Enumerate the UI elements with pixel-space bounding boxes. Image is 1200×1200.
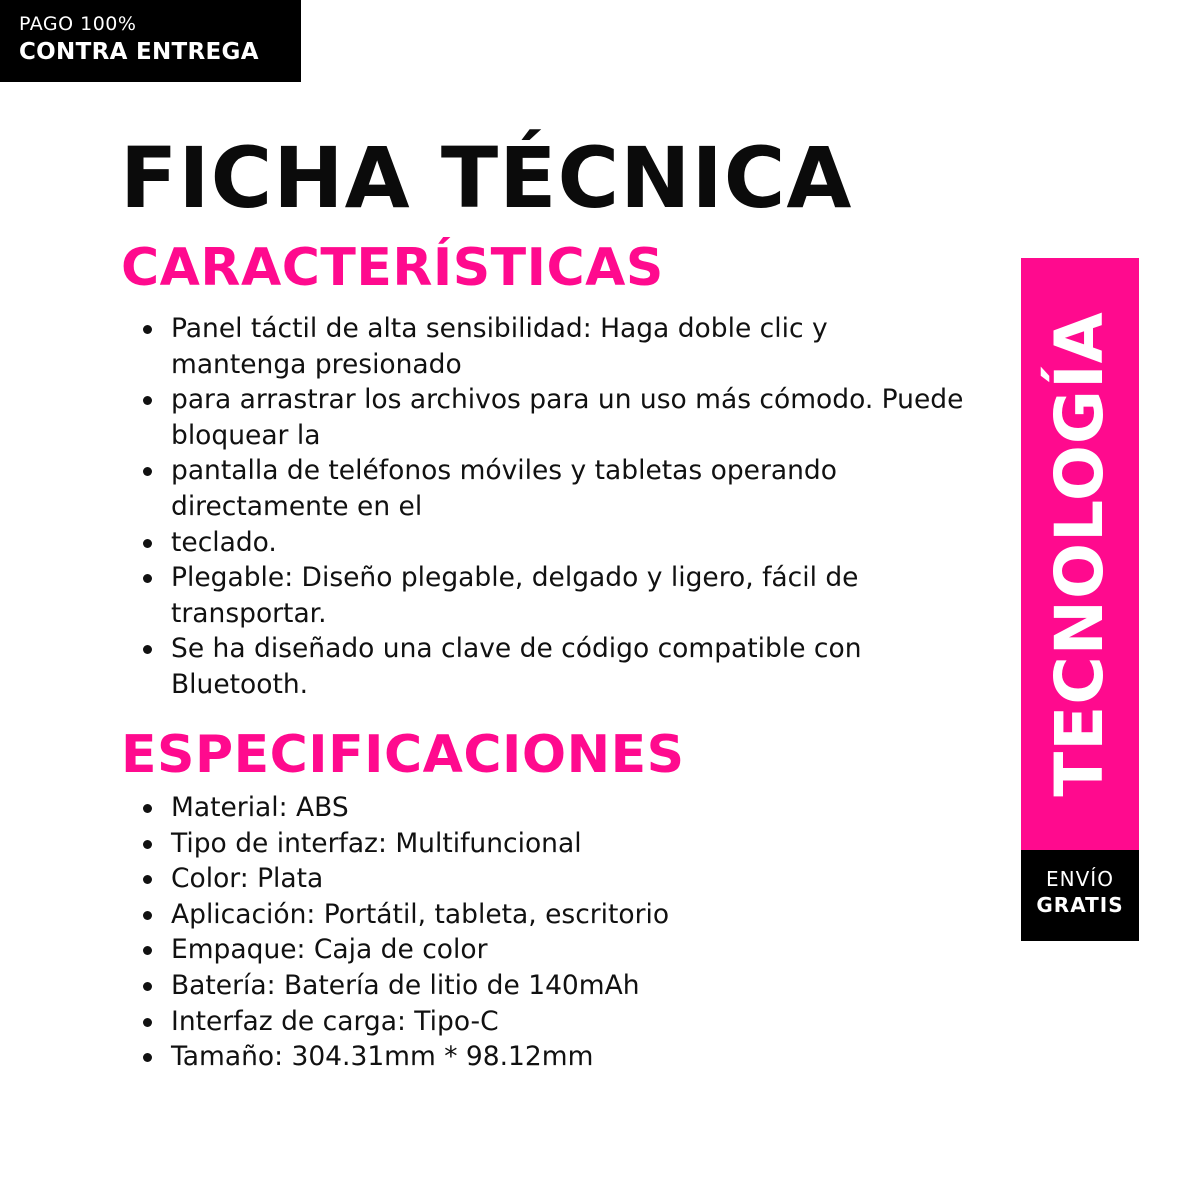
caracteristicas-item: teclado.: [171, 525, 971, 561]
caracteristicas-item: pantalla de teléfonos móviles y tabletas operando directamente en el: [171, 453, 971, 524]
shipping-badge: [1021, 850, 1139, 941]
caracteristicas-list: [171, 311, 971, 703]
category-banner: [1021, 258, 1139, 850]
shipping-badge-line1: ENVÍO: [1046, 867, 1114, 891]
especificaciones-item: Empaque: Caja de color: [171, 932, 971, 968]
page-title: FICHA TÉCNICA: [120, 129, 853, 227]
caracteristicas-item: Plegable: Diseño plegable, delgado y ligero, fácil de transportar.: [171, 560, 971, 631]
payment-badge-line1: PAGO 100%: [19, 13, 137, 35]
caracteristicas-item: Se ha diseñado una clave de código compatible con Bluetooth.: [171, 631, 971, 702]
caracteristicas-item: Panel táctil de alta sensibilidad: Haga doble clic y mantenga presionado: [171, 311, 971, 382]
payment-badge: [0, 0, 301, 82]
caracteristicas-heading: CARACTERÍSTICAS: [121, 238, 664, 298]
especificaciones-item: Tamaño: 304.31mm * 98.12mm: [171, 1039, 971, 1075]
especificaciones-list: [171, 790, 971, 1075]
especificaciones-item: Material: ABS: [171, 790, 971, 826]
caracteristicas-item: para arrastrar los archivos para un uso más cómodo. Puede bloquear la: [171, 382, 971, 453]
especificaciones-item: Batería: Batería de litio de 140mAh: [171, 968, 971, 1004]
especificaciones-item: Tipo de interfaz: Multifuncional: [171, 826, 971, 862]
payment-badge-line2: CONTRA ENTREGA: [19, 39, 259, 65]
category-banner-text: TECNOLOGÍA: [1041, 311, 1118, 797]
shipping-badge-line2: GRATIS: [1036, 893, 1124, 917]
especificaciones-heading: ESPECIFICACIONES: [121, 725, 685, 785]
especificaciones-item: Aplicación: Portátil, tableta, escritorio: [171, 897, 971, 933]
especificaciones-item: Interfaz de carga: Tipo-C: [171, 1004, 971, 1040]
especificaciones-item: Color: Plata: [171, 861, 971, 897]
